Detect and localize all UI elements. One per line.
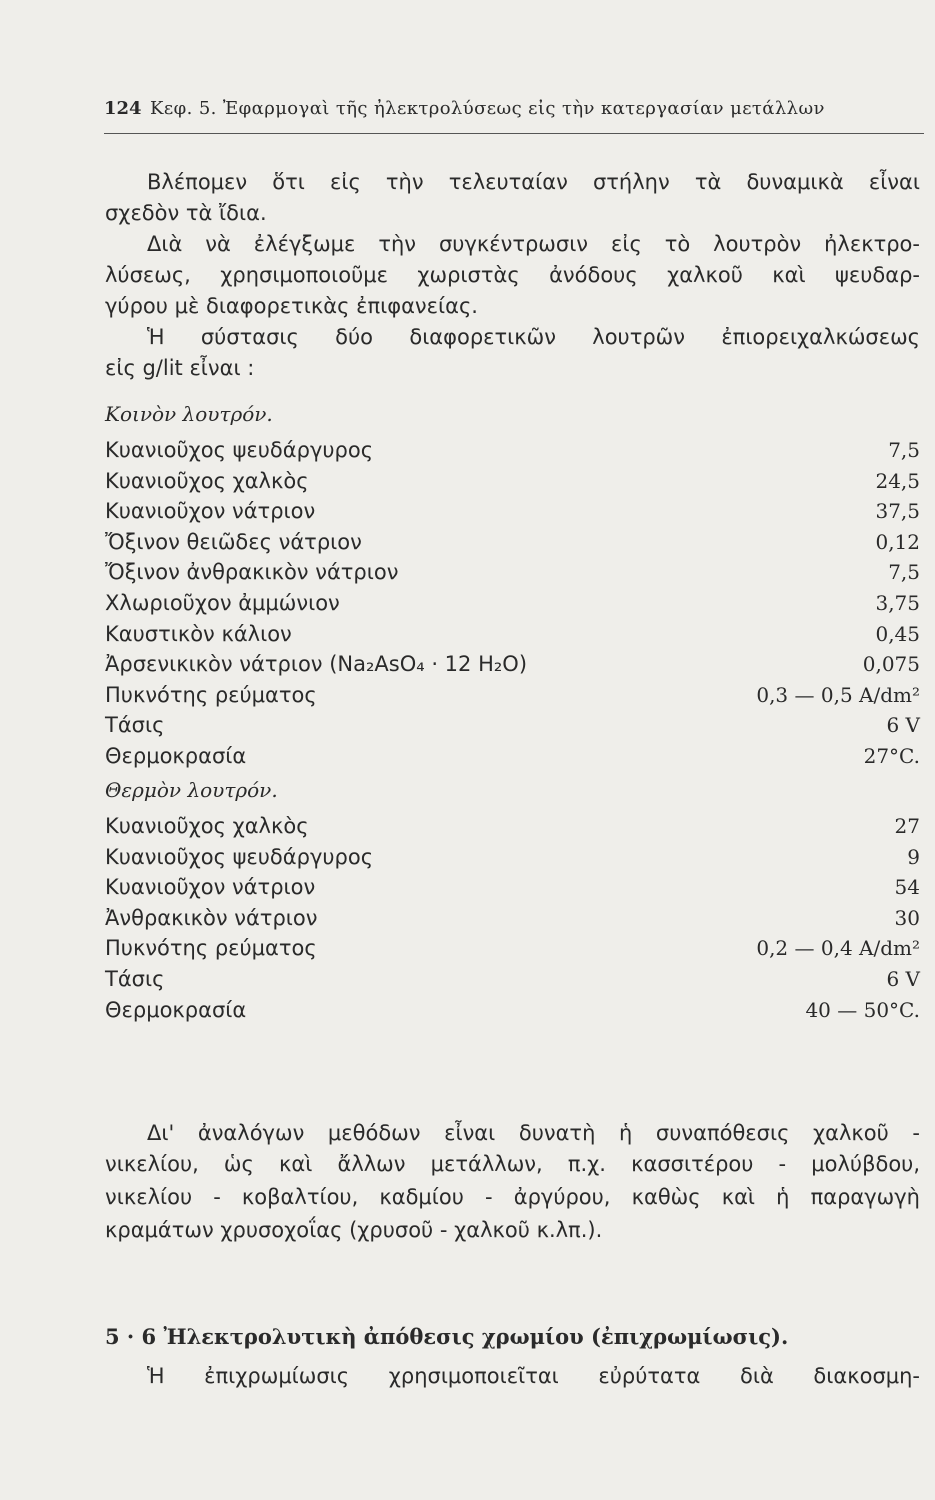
table-row: [105, 652, 920, 682]
ingredient-name: Καυστικὸν κάλιον: [105, 621, 292, 646]
paragraph-line: Ἡ ἐπιχρωμίωσις χρησιμοποιεῖται εὐρύτατα διὰ διακοσμη-: [147, 1364, 920, 1388]
table-row: [105, 906, 920, 936]
ingredient-value: 6 V: [886, 967, 920, 991]
ingredient-value: 0,2 — 0,4 A/dm²: [756, 936, 920, 961]
section-heading: 5 · 6 Ἠλεκτρολυτικὴ ἀπόθεσις χρωμίου (ἐπιχρωμίωσις).: [105, 1324, 789, 1349]
table-row: [105, 622, 920, 652]
ingredient-name: Κυανιοῦχος χαλκὸς: [105, 814, 309, 838]
table-row: [105, 713, 920, 743]
paragraph-line: νικελίου - κοβαλτίου, καδμίου - ἀργύρου, καθὼς καὶ ἡ παραγωγὴ: [105, 1185, 920, 1209]
ingredient-value: 7,5: [888, 560, 920, 585]
table-row: [105, 845, 920, 875]
ingredient-value: 3,75: [875, 591, 920, 615]
paragraph-line: Ἡ σύστασις δύο διαφορετικῶν λουτρῶν ἐπιορειχαλκώσεως: [147, 325, 920, 349]
ingredient-value: 0,12: [875, 529, 920, 554]
ingredient-name: Ὄξινον θειῶδες νάτριον: [105, 529, 362, 554]
table-row: [105, 875, 920, 905]
ingredient-value: 27: [894, 814, 920, 838]
table-row: [105, 936, 920, 966]
table-row: [105, 469, 920, 499]
paragraph-line: κραμάτων χρυσοχοΐας (χρυσοῦ - χαλκοῦ κ.λπ.).: [105, 1218, 603, 1242]
ingredient-name: Χλωριοῦχον ἀμμώνιον: [105, 591, 340, 615]
ingredient-value: 6 V: [886, 713, 920, 738]
table-row: [105, 438, 920, 468]
ingredient-name: Θερμοκρασία: [105, 997, 247, 1022]
paragraph-line: εἰς g/lit εἶναι :: [105, 356, 255, 380]
ingredient-name: Τάσις: [105, 967, 165, 991]
table-row: [105, 591, 920, 621]
page-number: 124: [104, 98, 142, 119]
ingredient-value: 0,45: [875, 621, 920, 646]
table-row: [105, 499, 920, 529]
ingredient-value: 40 — 50°C.: [805, 997, 920, 1022]
ingredient-value: 27°C.: [863, 744, 920, 768]
ingredient-name: Κυανιοῦχος ψευδάργυρος: [105, 438, 374, 462]
ingredient-value: 9: [907, 844, 920, 869]
hot-bath-label: Θερμὸν λουτρόν.: [105, 778, 278, 802]
ingredient-name: Κυανιοῦχον νάτριον: [105, 499, 316, 524]
ingredient-name: Κυανιοῦχος ψευδάργυρος: [105, 844, 374, 869]
ingredient-value: 0,3 — 0,5 A/dm²: [756, 682, 920, 707]
table-row: [105, 560, 920, 590]
chapter-title: Κεφ. 5. Ἐφαρμογαὶ τῆς ἠλεκτρολύσεως εἰς τὴν κατεργασίαν μετάλλων: [150, 98, 825, 119]
ingredient-name: Ἀνθρακικὸν νάτριον: [105, 905, 318, 930]
ingredient-name: Κυανιοῦχος χαλκὸς: [105, 468, 309, 493]
ingredient-name: Κυανιοῦχον νάτριον: [105, 875, 316, 900]
table-row: [105, 998, 920, 1028]
paragraph-line: Δι' ἀναλόγων μεθόδων εἶναι δυνατὴ ἡ συναπόθεσις χαλκοῦ -: [147, 1121, 920, 1145]
ingredient-name: Θερμοκρασία: [105, 744, 247, 768]
table-row: [105, 530, 920, 560]
paragraph-line: Βλέπομεν ὅτι εἰς τὴν τελευταίαν στήλην τὰ δυναμικὰ εἶναι: [147, 170, 920, 194]
paragraph-line: Διὰ νὰ ἐλέγξωμε τὴν συγκέντρωσιν εἰς τὸ λουτρὸν ἠλεκτρο-: [147, 232, 920, 256]
ingredient-name: Πυκνότης ρεύματος: [105, 682, 317, 707]
ingredient-name: Τάσις: [105, 713, 165, 738]
table-row: [105, 814, 920, 844]
paragraph-line: σχεδὸν τὰ ἴδια.: [105, 201, 267, 225]
paragraph-line: γύρου μὲ διαφορετικὰς ἐπιφανείας.: [105, 294, 478, 318]
table-row: [105, 683, 920, 713]
ingredient-name: Πυκνότης ρεύματος: [105, 936, 317, 961]
header-rule: [104, 133, 924, 134]
paragraph-line: λύσεως, χρησιμοποιοῦμε χωριστὰς ἀνόδους χαλκοῦ καὶ ψευδαρ-: [105, 263, 920, 287]
ingredient-value: 0,075: [862, 652, 920, 677]
table-row: [105, 967, 920, 997]
ingredient-value: 24,5: [875, 468, 920, 493]
paragraph-line: νικελίου, ὡς καὶ ἄλλων μετάλλων, π.χ. κασσιτέρου - μολύβδου,: [105, 1152, 920, 1176]
ingredient-name: Ὄξινον ἀνθρακικὸν νάτριον: [105, 560, 399, 585]
ingredient-value: 54: [894, 875, 920, 900]
ingredient-value: 37,5: [875, 499, 920, 524]
table-row: [105, 744, 920, 774]
ingredient-value: 7,5: [888, 438, 920, 462]
ingredient-value: 30: [894, 905, 920, 930]
ingredient-name: Ἀρσενικικὸν νάτριον (Na₂AsO₄ · 12 H₂O): [105, 652, 528, 677]
running-header: [104, 98, 924, 128]
cold-bath-label: Κοινὸν λουτρόν.: [105, 402, 273, 426]
